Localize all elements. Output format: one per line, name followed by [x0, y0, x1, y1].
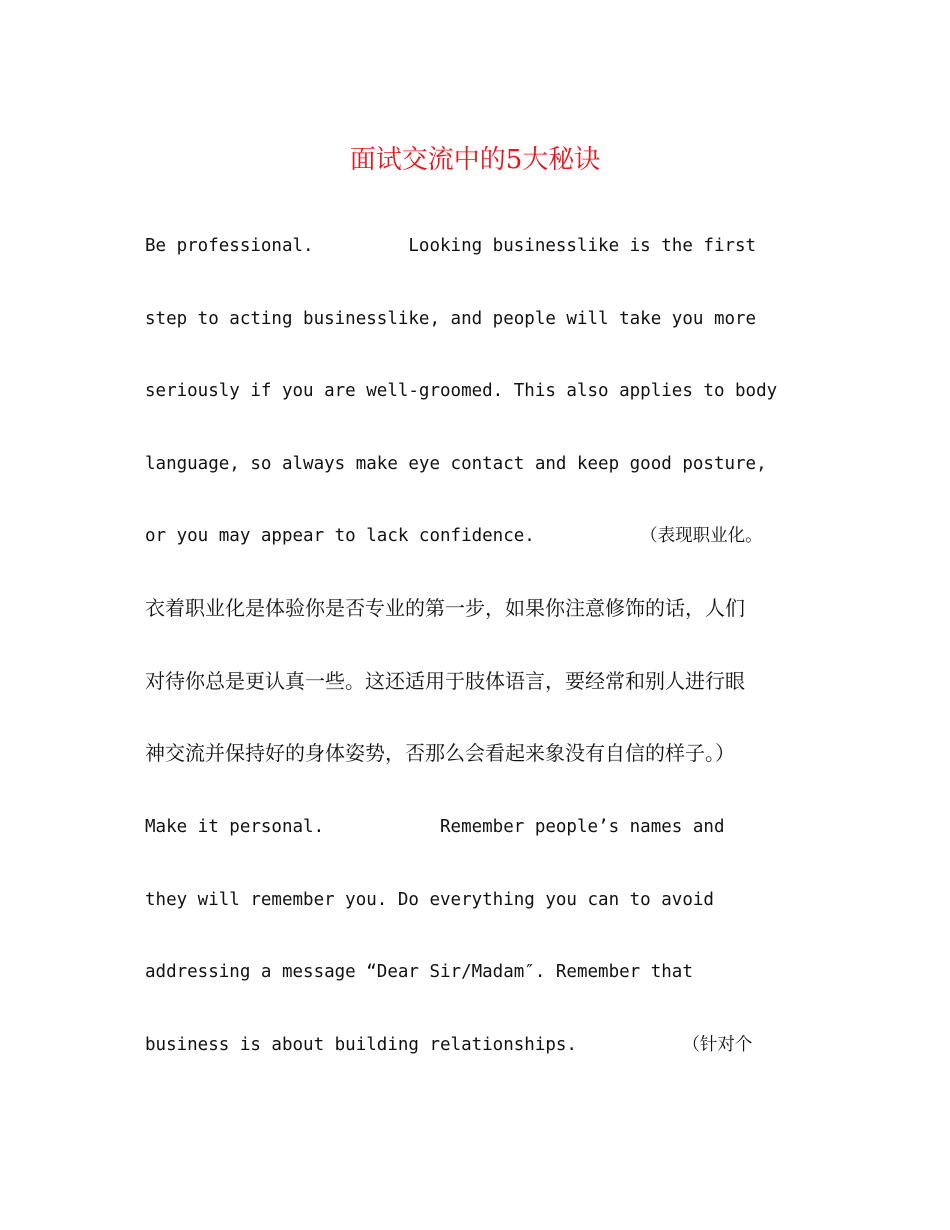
text-line-7: 对待你总是更认真一些。这还适用于肢体语言，要经常和别人进行眼 [145, 669, 745, 693]
text-line-4: language, so always make eye contact and keep good posture, [145, 454, 767, 474]
text-line-3: seriously if you are well-groomed. This also applies to body [145, 381, 778, 401]
text-line-6: 衣着职业化是体验你是否专业的第一步，如果你注意修饰的话，人们 [145, 596, 745, 620]
text-line-8: 神交流并保持好的身体姿势，否那么会看起来象没有自信的样子。） [145, 741, 735, 765]
text-line-5: or you may appear to lack confidence. （表现职业化。 [145, 526, 763, 546]
text-line-2: step to acting businesslike, and people will take you more [145, 309, 757, 329]
text-line-10: they will remember you. Do everything you can to avoid [145, 890, 714, 910]
text-line-11: addressing a message “Dear Sir/Madam″. Remember that [145, 962, 693, 982]
text-line-9: Make it personal. Remember people’s names and [145, 817, 725, 837]
text-line-1: Be professional. Looking businesslike is the first [145, 236, 757, 256]
text-line-12: business is about building relationships. （针对个 [145, 1035, 753, 1055]
document-title: 面试交流中的5大秘诀 [349, 145, 601, 175]
